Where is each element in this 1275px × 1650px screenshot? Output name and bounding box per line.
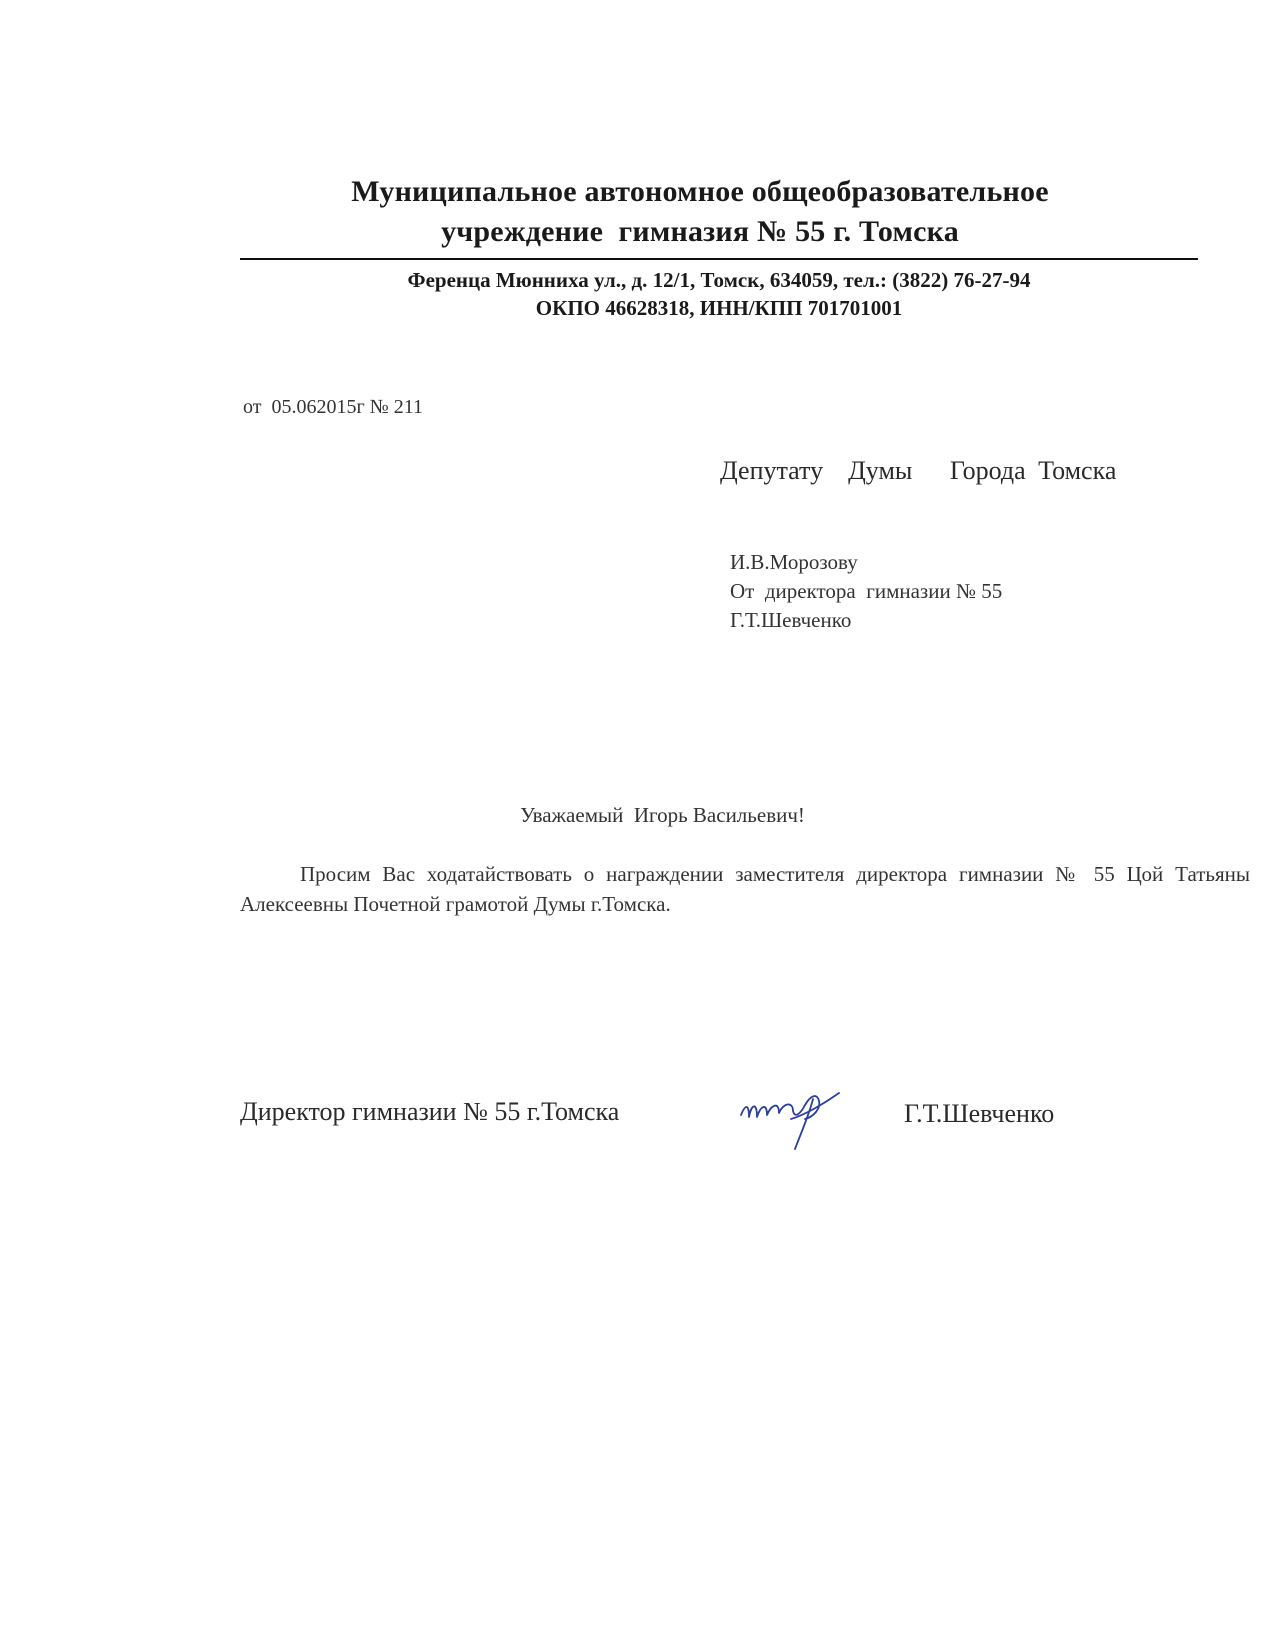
- recipient-block: [730, 548, 1002, 635]
- header-divider: [240, 258, 1198, 260]
- organization-codes: ОКПО 46628318, ИНН/КПП 701701001: [535, 296, 903, 320]
- signature-stroke: [741, 1093, 839, 1149]
- sender-name: Г.Т.Шевченко: [730, 608, 852, 632]
- addressee-line: Депутату Думы Города Томска: [720, 456, 1117, 485]
- letter-body: Просим Вас ходатайствовать о награждении заместителя директора гимназии № 55 Цой Татьяны Алексеевны Почетной грамотой Думы г.Томска.: [240, 862, 1250, 916]
- organization-contacts: [240, 266, 1198, 322]
- document-reference: от 05.062015г № 211: [243, 396, 424, 418]
- organization-name-line1: Муниципальное автономное общеобразовательное: [351, 175, 1049, 208]
- greeting: Уважаемый Игорь Васильевич!: [520, 803, 805, 827]
- recipient-name: И.В.Морозову: [730, 550, 858, 574]
- handwritten-signature: [735, 1075, 855, 1155]
- organization-name: [240, 172, 1160, 252]
- sender-position: От директора гимназии № 55: [730, 579, 1003, 603]
- organization-name-line2: учреждение гимназия № 55 г. Томска: [441, 215, 959, 248]
- signer-position: Директор гимназии № 55 г.Томска: [240, 1097, 620, 1126]
- signer-name: Г.Т.Шевченко: [904, 1099, 1055, 1128]
- organization-address: Ференца Мюнниха ул., д. 12/1, Томск, 634059, тел.: (3822) 76-27-94: [407, 268, 1031, 292]
